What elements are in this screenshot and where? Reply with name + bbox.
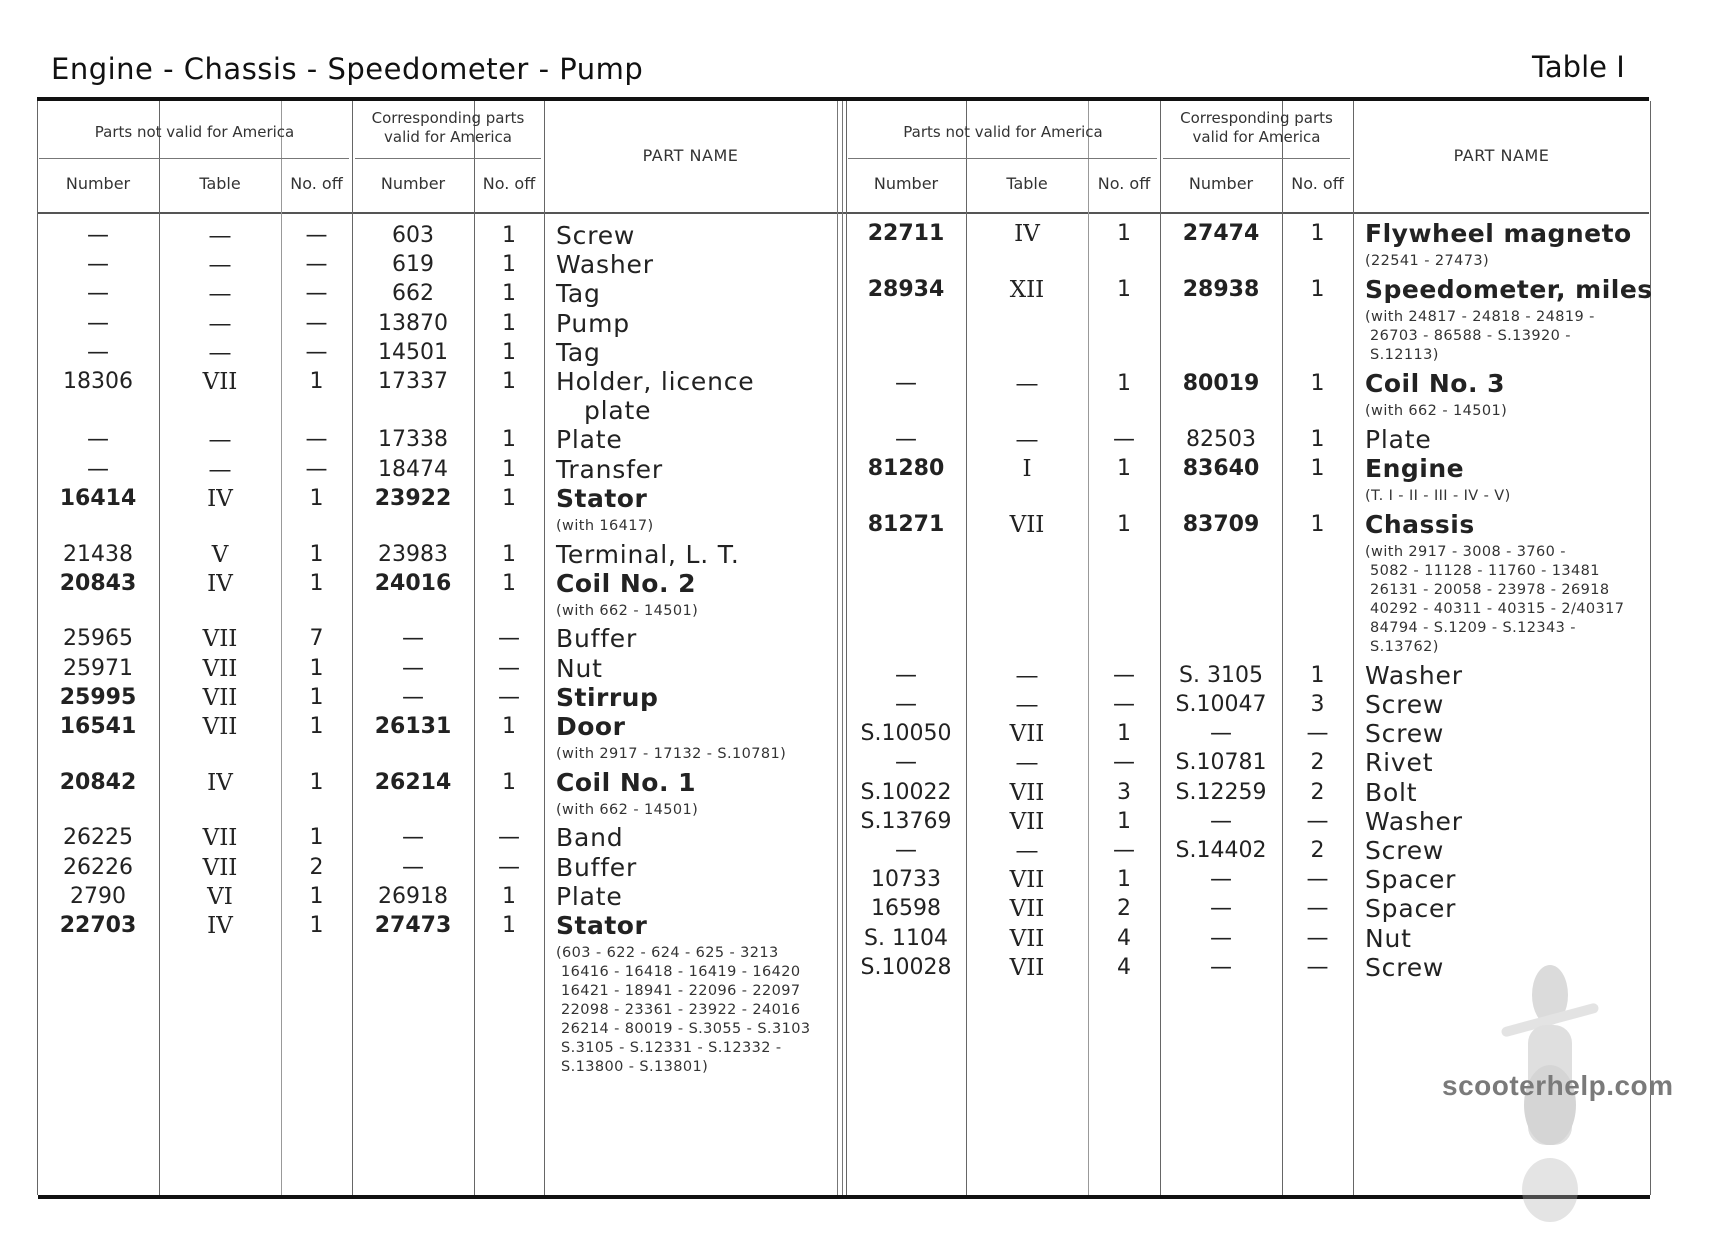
header-subrule [1163,158,1350,159]
part-number: 20842 [59,769,137,795]
quantity-off: 4 [1117,954,1131,980]
corresponding-number: S.10781 [1175,750,1267,776]
quantity-off: 2 [309,854,324,880]
corresponding-quantity-off: 2 [1310,779,1325,805]
part-number: 16414 [59,485,137,511]
corresponding-quantity-off: 1 [1310,221,1325,246]
watermark-text: scooterhelp.com [1442,1070,1674,1101]
quantity-off: — [305,339,328,365]
table-ref: — [208,223,232,249]
column-divider [1353,101,1354,1195]
part-name: Engine [1365,453,1465,483]
header-part-name: PART NAME [642,146,739,165]
corresponding-number: 83640 [1182,455,1260,481]
corresponding-number: 18474 [378,456,448,482]
corresponding-quantity-off: 1 [502,456,516,482]
table-ref: — [1015,370,1039,397]
part-name: Tag [556,279,601,309]
part-number: 16541 [59,714,137,739]
part-name: Coil No. 2 [556,568,697,598]
part-name: Door [556,712,626,741]
part-name: Speedometer, miles [1365,274,1653,304]
header-table: Table [1006,174,1048,193]
part-number: 81280 [867,455,945,481]
quantity-off: 1 [309,541,324,567]
part-number: 18306 [63,369,133,394]
table-ref: VII [1009,896,1045,923]
header-subrule [848,158,1157,159]
part-number: — [895,370,917,396]
quantity-off: — [1113,750,1135,776]
corresponding-quantity-off: — [1306,896,1329,922]
corresponding-quantity-off: — [498,655,520,681]
corresponding-quantity-off: 1 [1310,511,1325,537]
part-name: Screw [1365,952,1445,982]
column-divider [1088,101,1089,1195]
part-name: Coil No. 1 [556,767,697,797]
table-ref: — [208,456,232,483]
quantity-off: — [1113,837,1135,863]
table-ref: IV [207,913,233,939]
header-corresponding-line2: valid for America [384,128,512,146]
part-name: Band [556,823,624,853]
quantity-off: — [305,427,328,453]
quantity-off: 1 [1117,721,1131,747]
header-parts-not-valid: Parts not valid for America [903,123,1103,141]
quantity-off: 1 [1117,511,1131,537]
corresponding-number: 26214 [374,769,452,795]
part-name: Plate [556,881,623,911]
part-note: (with 2917 - 17132 - S.10781) [556,746,787,763]
part-number: 25995 [59,684,137,710]
header-table: Table [199,174,241,193]
part-number: 20843 [59,570,137,596]
part-number: 25965 [63,626,133,652]
quantity-off: 1 [1117,276,1131,302]
quantity-off: 1 [1117,808,1131,834]
part-name: Flywheel magneto [1365,219,1632,248]
quantity-off: 1 [1117,867,1131,893]
part-number: S. 1104 [864,925,948,951]
corresponding-quantity-off: 1 [502,339,516,365]
corresponding-number: 13870 [378,310,448,336]
quantity-off: 2 [1117,896,1131,922]
table-ref: VII [1009,511,1045,538]
part-name: Stirrup [556,682,659,712]
part-name: Screw [1365,689,1445,719]
quantity-off: — [305,281,328,307]
quantity-off: 1 [309,913,324,938]
table-ref: — [208,310,232,337]
part-name: Washer [556,250,654,280]
corresponding-quantity-off: 1 [502,223,516,248]
corresponding-quantity-off: — [498,825,520,851]
corresponding-quantity-off: 1 [502,883,516,909]
part-note: (with 16417) [556,518,654,534]
table-ref: IV [207,485,233,512]
corresponding-quantity-off: 1 [502,252,516,278]
quantity-off: 1 [309,883,324,909]
table-ref: — [208,339,232,366]
table-ref: VII [202,626,238,653]
quantity-off: 7 [309,626,324,652]
table-ref: VII [1009,867,1045,894]
table-ref: VII [1009,925,1045,952]
header-corr-no-off: No. off [1291,174,1344,193]
part-number: 22711 [867,221,945,246]
table-ref: IV [207,570,233,597]
header-number: Number [65,174,131,193]
corresponding-number: — [402,626,424,652]
part-name: Plate [1365,424,1432,454]
part-note: (22541 - 27473) [1365,253,1490,270]
corresponding-quantity-off: 1 [502,427,516,453]
part-number: 26225 [63,825,133,851]
corresponding-number: 27473 [374,913,452,938]
part-number: 81271 [867,511,945,537]
corresponding-quantity-off: 1 [502,281,516,307]
part-number: — [895,837,917,863]
header-no-off: No. off [290,174,343,193]
column-divider [1282,101,1283,1195]
part-note: (603 - 622 - 624 - 625 - 3213 16416 - 16418 - 16419 - 16420 16421 - 18941 - 22096 - 22097 22098 - 23361 - 23922 - 24016 26214 - 80019 - S.3055 - S.3103 S.3105 - S.12331 - S.12332 - S.13800 - S.13801) [556,945,811,1076]
table-ref: I [1022,455,1032,482]
corresponding-number: 28938 [1182,276,1260,302]
part-name: Washer [1365,806,1463,836]
corresponding-quantity-off: 1 [502,769,516,795]
part-name: Plate [556,425,623,455]
part-number: S.10028 [860,954,952,980]
corresponding-quantity-off: — [1306,925,1329,951]
part-note: (T. I - II - III - IV - V) [1365,488,1511,504]
quantity-off: 1 [309,369,324,394]
header-corresponding [352,109,544,147]
parts-table-left [37,101,837,1195]
corresponding-quantity-off: 1 [502,913,516,938]
part-number: — [87,310,109,336]
column-divider [1650,101,1651,1195]
corresponding-number: 26918 [378,883,448,909]
corresponding-number: S.10047 [1175,691,1267,717]
header-corr-number: Number [1188,174,1254,193]
corresponding-quantity-off: 1 [1310,370,1325,396]
corresponding-number: 17338 [378,427,448,453]
table-ref: VII [202,369,238,395]
table-ref: VII [202,825,238,852]
table-ref: — [1015,837,1039,864]
part-name: Screw [556,221,636,250]
table-ref: — [1015,691,1039,718]
quantity-off: 1 [309,825,324,851]
corresponding-number: 619 [392,252,434,278]
part-number: — [87,456,109,482]
part-note: (with 2917 - 3008 - 3760 - 5082 - 11128 - 11760 - 13481 26131 - 20058 - 23978 - 26918 40292 - 40311 - 40315 - 2/40317 84794 - S.1209 - S.12343 - S.13762) [1365,543,1625,655]
table-ref: XII [1009,276,1045,303]
corresponding-number: S. 3105 [1179,662,1263,688]
quantity-off: 1 [1117,221,1131,246]
corresponding-number: — [402,825,424,851]
part-name: Pump [556,308,630,338]
header-corresponding-line1: Corresponding parts [371,109,525,127]
quantity-off: — [305,223,328,248]
corresponding-quantity-off: — [498,854,520,880]
corresponding-number: 83709 [1182,511,1260,537]
part-number: S.10050 [860,721,952,747]
header-parts-not-valid: Parts not valid for America [94,123,295,141]
part-number: 2790 [70,883,126,909]
quantity-off: — [305,252,328,278]
corresponding-number: S.12259 [1175,779,1267,805]
column-divider [544,101,545,1195]
table-ref: VII [202,854,238,881]
table-ref: VII [1009,779,1045,806]
table-label: Table I [1532,50,1625,84]
corresponding-quantity-off: 1 [502,714,516,739]
part-name: Spacer [1365,865,1457,895]
corresponding-number: 662 [392,281,434,307]
corresponding-number: 23983 [378,541,448,567]
corresponding-quantity-off: — [1306,721,1329,747]
part-name: Chassis [1365,509,1475,539]
column-divider [966,101,967,1195]
part-name-continued: plate [584,396,652,426]
part-number: — [87,339,109,365]
quantity-off: — [305,456,328,482]
corresponding-number: 23922 [374,485,452,511]
part-number: — [895,691,917,717]
corresponding-quantity-off: 1 [1310,455,1325,481]
part-number: S.10022 [860,779,952,805]
table-ref: — [208,281,232,308]
table-ref: — [1015,662,1039,689]
corresponding-quantity-off: — [1306,867,1329,893]
quantity-off: 1 [1117,370,1131,396]
corresponding-number: 24016 [374,570,452,596]
part-note: (with 662 - 14501) [556,602,699,619]
part-name: Bolt [1365,777,1418,807]
corresponding-number: — [1210,925,1232,951]
table-ref: VI [207,883,233,910]
part-number: 25971 [63,655,133,681]
corresponding-quantity-off: — [498,626,520,652]
header-corresponding-line1: Corresponding parts [1180,109,1333,127]
corresponding-number: — [1210,954,1232,980]
part-name: Nut [1365,923,1412,953]
header-subrule [355,158,541,159]
part-number: — [87,223,109,248]
corresponding-number: — [1210,808,1232,834]
table-ref: IV [1014,221,1040,247]
table-ref: — [208,252,232,279]
header-corr-number: Number [380,174,446,193]
header-subrule [39,158,349,159]
corresponding-number: 603 [392,223,434,248]
page-title: Engine - Chassis - Speedometer - Pump [51,52,644,86]
part-name: Tag [556,337,601,367]
corresponding-quantity-off: 1 [502,485,516,511]
quantity-off: 1 [309,769,324,795]
corresponding-quantity-off: 1 [502,369,516,394]
corresponding-quantity-off: 2 [1310,750,1325,776]
corresponding-number: 27474 [1182,221,1260,246]
corresponding-number: — [402,655,424,681]
corresponding-number: 26131 [374,714,452,739]
part-name: Screw [1365,835,1445,865]
header-part-name: PART NAME [1453,146,1550,165]
column-divider [1160,101,1161,1195]
table-ref: VII [202,655,238,682]
corresponding-quantity-off: 2 [1310,837,1325,863]
quantity-off: 3 [1117,779,1131,805]
part-number: 16598 [871,896,941,922]
header-corresponding [1160,109,1353,147]
table-ref: — [1015,426,1039,453]
part-number: 21438 [63,541,133,567]
corresponding-quantity-off: — [1306,954,1329,980]
quantity-off: 1 [309,655,324,681]
part-number: — [87,281,109,307]
corresponding-number: 14501 [378,339,448,365]
part-name: Screw [1365,719,1445,749]
part-name: Nut [556,653,603,683]
column-divider [846,101,847,1195]
corresponding-quantity-off: 1 [502,541,516,567]
part-number: 22703 [59,913,137,938]
header-number: Number [873,174,939,193]
part-note: (with 662 - 14501) [1365,403,1508,420]
corresponding-quantity-off: — [498,684,520,710]
quantity-off: — [305,310,328,336]
corresponding-quantity-off: 1 [1310,426,1325,452]
quantity-off: — [1113,662,1135,688]
corresponding-number: — [1210,721,1232,747]
table-ref: V [211,541,229,568]
part-name: Holder, licence [556,367,755,396]
part-number: — [895,662,917,688]
corresponding-number: — [1210,867,1232,893]
corresponding-quantity-off: — [1306,808,1329,834]
quantity-off: — [1113,691,1135,717]
table-ref: IV [207,769,233,796]
part-name: Buffer [556,624,638,654]
corresponding-quantity-off: 1 [502,570,516,596]
header-corresponding-line2: valid for America [1192,128,1321,146]
quantity-off: 1 [1117,455,1131,481]
part-name: Stator [556,911,648,940]
quantity-off: 1 [309,684,324,710]
corresponding-number: 82503 [1186,426,1256,452]
part-note: (with 662 - 14501) [556,801,699,818]
part-note: (with 24817 - 24818 - 24819 - 26703 - 86588 - S.13920 - S.12113) [1365,308,1595,363]
table-ref: VII [1009,954,1045,981]
quantity-off: — [1113,426,1135,452]
table-ref: — [1015,750,1039,777]
corresponding-quantity-off: 1 [502,310,516,336]
part-number: 28934 [867,276,945,302]
table-ref: VII [202,684,238,711]
part-name: Terminal, L. T. [556,539,740,569]
part-name: Stator [556,483,648,513]
part-name: Spacer [1365,894,1457,924]
bottom-rule [38,1195,1650,1199]
part-number: — [87,252,109,278]
quantity-off: 4 [1117,925,1131,951]
part-number: — [895,750,917,776]
part-number: 26226 [63,854,133,880]
corresponding-number: — [402,854,424,880]
part-name: Rivet [1365,748,1434,778]
quantity-off: 1 [309,714,324,739]
corresponding-quantity-off: 3 [1310,691,1325,717]
corresponding-number: 17337 [378,369,448,394]
part-name: Coil No. 3 [1365,368,1506,398]
table-ref: VII [202,714,238,740]
part-name: Washer [1365,660,1463,690]
corresponding-number: — [1210,896,1232,922]
table-ref: VII [1009,808,1045,835]
part-number: S.13769 [860,808,952,834]
part-number: 10733 [871,867,941,893]
part-number: — [895,426,917,452]
header-no-off: No. off [1097,174,1151,193]
corresponding-number: — [402,684,424,710]
corresponding-quantity-off: 1 [1310,276,1325,302]
part-name: Buffer [556,852,638,882]
corresponding-number: 80019 [1182,370,1260,396]
corresponding-quantity-off: 1 [1310,662,1325,688]
part-name: Transfer [556,454,663,484]
table-ref: — [208,427,232,454]
table-ref: VII [1009,721,1045,748]
corresponding-number: S.14402 [1175,837,1267,863]
quantity-off: 1 [309,485,324,511]
header-corr-no-off: No. off [482,174,536,193]
quantity-off: 1 [309,570,324,596]
part-number: — [87,427,109,453]
